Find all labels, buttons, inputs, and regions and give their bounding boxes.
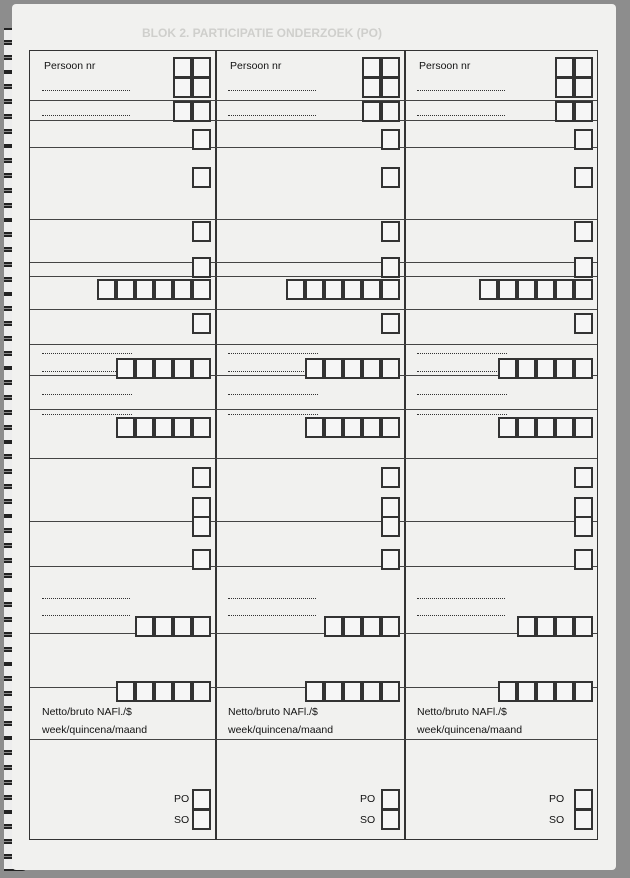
- code-box[interactable]: [574, 101, 593, 122]
- column-po-label: PO: [174, 793, 190, 805]
- code-box[interactable]: [381, 101, 400, 122]
- fill-in-line[interactable]: [228, 590, 316, 599]
- column-period-label: week/quincena/maand: [228, 724, 334, 736]
- answer-box[interactable]: [192, 257, 211, 278]
- amount-box[interactable]: [116, 681, 135, 702]
- row-divider: [30, 120, 597, 121]
- code-box[interactable]: [343, 616, 362, 637]
- code-box[interactable]: [173, 417, 192, 438]
- code-box[interactable]: [154, 616, 173, 637]
- amount-box[interactable]: [154, 279, 173, 300]
- so-checkbox[interactable]: [381, 809, 400, 830]
- fill-in-line[interactable]: [228, 345, 318, 354]
- amount-box[interactable]: [381, 279, 400, 300]
- fill-in-line[interactable]: [228, 107, 316, 116]
- column-amount-label: Netto/bruto NAFl./$: [417, 706, 507, 718]
- answer-box[interactable]: [574, 221, 593, 242]
- code-box[interactable]: [381, 358, 400, 379]
- row-divider: [30, 309, 597, 310]
- amount-box[interactable]: [305, 681, 324, 702]
- column-divider: [215, 51, 217, 839]
- row-divider: [30, 219, 597, 220]
- code-box[interactable]: [154, 417, 173, 438]
- amount-box[interactable]: [574, 279, 593, 300]
- amount-box[interactable]: [173, 279, 192, 300]
- code-box[interactable]: [173, 358, 192, 379]
- answer-box[interactable]: [192, 129, 211, 150]
- fill-in-line[interactable]: [417, 406, 507, 415]
- code-box[interactable]: [173, 101, 192, 122]
- answer-box[interactable]: [381, 313, 400, 334]
- amount-box[interactable]: [173, 681, 192, 702]
- column-period-label: week/quincena/maand: [417, 724, 523, 736]
- column-so-label: SO: [360, 814, 376, 826]
- code-box[interactable]: [116, 358, 135, 379]
- column-po-label: PO: [549, 793, 565, 805]
- column-person-label: Persoon nr: [230, 60, 282, 72]
- amount-box[interactable]: [343, 279, 362, 300]
- code-box[interactable]: [381, 417, 400, 438]
- fill-in-line[interactable]: [417, 82, 505, 91]
- code-box[interactable]: [362, 101, 381, 122]
- person-number-box[interactable]: [192, 57, 211, 78]
- ghost-header: BLOK 2. PARTICIPATIE ONDERZOEK (PO): [142, 26, 383, 40]
- code-box[interactable]: [173, 77, 192, 98]
- person-number-box[interactable]: [381, 57, 400, 78]
- code-box[interactable]: [192, 616, 211, 637]
- code-box[interactable]: [135, 358, 154, 379]
- row-divider: [30, 100, 597, 101]
- code-box[interactable]: [381, 616, 400, 637]
- code-box[interactable]: [362, 417, 381, 438]
- amount-box[interactable]: [555, 279, 574, 300]
- code-box[interactable]: [362, 616, 381, 637]
- code-box[interactable]: [555, 358, 574, 379]
- fill-in-line[interactable]: [417, 107, 505, 116]
- answer-box[interactable]: [574, 167, 593, 188]
- amount-box[interactable]: [517, 681, 536, 702]
- code-box[interactable]: [498, 417, 517, 438]
- code-box[interactable]: [517, 616, 536, 637]
- column-amount-label: Netto/bruto NAFl./$: [42, 706, 132, 718]
- column-po-label: PO: [360, 793, 376, 805]
- code-box[interactable]: [555, 417, 574, 438]
- code-box[interactable]: [116, 417, 135, 438]
- row-divider: [30, 458, 597, 459]
- code-box[interactable]: [324, 417, 343, 438]
- fill-in-line[interactable]: [228, 386, 318, 395]
- answer-box[interactable]: [381, 549, 400, 570]
- code-box[interactable]: [192, 77, 211, 98]
- fill-in-line[interactable]: [417, 590, 505, 599]
- amount-box[interactable]: [154, 681, 173, 702]
- column-so-label: SO: [549, 814, 565, 826]
- code-box[interactable]: [305, 417, 324, 438]
- answer-box[interactable]: [381, 467, 400, 488]
- fill-in-line[interactable]: [42, 82, 130, 91]
- code-box[interactable]: [192, 101, 211, 122]
- amount-box[interactable]: [381, 681, 400, 702]
- code-box[interactable]: [362, 358, 381, 379]
- po-checkbox[interactable]: [192, 789, 211, 810]
- amount-box[interactable]: [362, 681, 381, 702]
- answer-box[interactable]: [381, 516, 400, 537]
- code-box[interactable]: [324, 358, 343, 379]
- row-divider: [30, 262, 597, 263]
- answer-box[interactable]: [192, 221, 211, 242]
- amount-box[interactable]: [555, 681, 574, 702]
- code-box[interactable]: [173, 616, 192, 637]
- amount-box[interactable]: [536, 681, 555, 702]
- answer-box[interactable]: [192, 497, 211, 518]
- code-box[interactable]: [192, 358, 211, 379]
- amount-box[interactable]: [324, 681, 343, 702]
- column-person-label: Persoon nr: [44, 60, 96, 72]
- answer-box[interactable]: [192, 549, 211, 570]
- amount-box[interactable]: [305, 279, 324, 300]
- code-box[interactable]: [135, 616, 154, 637]
- answer-box[interactable]: [574, 257, 593, 278]
- code-box[interactable]: [555, 616, 574, 637]
- answer-grid: [29, 50, 598, 840]
- code-box[interactable]: [135, 417, 154, 438]
- column-divider: [404, 51, 406, 839]
- code-box[interactable]: [305, 358, 324, 379]
- fill-in-line[interactable]: [417, 345, 507, 354]
- person-number-box[interactable]: [173, 57, 192, 78]
- fill-in-line[interactable]: [228, 406, 318, 415]
- answer-box[interactable]: [574, 129, 593, 150]
- row-divider: [30, 147, 597, 148]
- code-box[interactable]: [574, 77, 593, 98]
- answer-box[interactable]: [381, 167, 400, 188]
- row-divider: [30, 566, 597, 567]
- answer-box[interactable]: [192, 516, 211, 537]
- code-box[interactable]: [517, 417, 536, 438]
- amount-box[interactable]: [517, 279, 536, 300]
- fill-in-line[interactable]: [42, 345, 132, 354]
- po-checkbox[interactable]: [381, 789, 400, 810]
- amount-box[interactable]: [536, 279, 555, 300]
- code-box[interactable]: [536, 358, 555, 379]
- code-box[interactable]: [574, 417, 593, 438]
- code-box[interactable]: [343, 358, 362, 379]
- amount-box[interactable]: [97, 279, 116, 300]
- amount-box[interactable]: [343, 681, 362, 702]
- answer-box[interactable]: [574, 313, 593, 334]
- fill-in-line[interactable]: [42, 107, 130, 116]
- answer-box[interactable]: [192, 467, 211, 488]
- answer-box[interactable]: [574, 497, 593, 518]
- amount-box[interactable]: [286, 279, 305, 300]
- amount-box[interactable]: [498, 681, 517, 702]
- answer-box[interactable]: [192, 167, 211, 188]
- code-box[interactable]: [536, 417, 555, 438]
- code-box[interactable]: [381, 77, 400, 98]
- person-number-box[interactable]: [555, 57, 574, 78]
- fill-in-line[interactable]: [228, 82, 316, 91]
- column-amount-label: Netto/bruto NAFl./$: [228, 706, 318, 718]
- fill-in-line[interactable]: [417, 386, 507, 395]
- amount-box[interactable]: [574, 681, 593, 702]
- code-box[interactable]: [536, 616, 555, 637]
- fill-in-line[interactable]: [42, 607, 130, 616]
- column-period-label: week/quincena/maand: [42, 724, 148, 736]
- amount-box[interactable]: [135, 279, 154, 300]
- answer-box[interactable]: [381, 497, 400, 518]
- amount-box[interactable]: [324, 279, 343, 300]
- column-so-label: SO: [174, 814, 190, 826]
- fill-in-line[interactable]: [417, 607, 505, 616]
- amount-box[interactable]: [192, 681, 211, 702]
- answer-box[interactable]: [192, 313, 211, 334]
- fill-in-line[interactable]: [228, 607, 316, 616]
- row-divider: [30, 739, 597, 740]
- fill-in-line[interactable]: [417, 363, 507, 372]
- code-box[interactable]: [343, 417, 362, 438]
- answer-box[interactable]: [381, 129, 400, 150]
- row-divider: [30, 276, 597, 277]
- person-number-box[interactable]: [362, 57, 381, 78]
- answer-box[interactable]: [574, 549, 593, 570]
- code-box[interactable]: [362, 77, 381, 98]
- answer-box[interactable]: [574, 467, 593, 488]
- code-box[interactable]: [574, 616, 593, 637]
- code-box[interactable]: [154, 358, 173, 379]
- amount-box[interactable]: [362, 279, 381, 300]
- amount-box[interactable]: [498, 279, 517, 300]
- answer-box[interactable]: [574, 516, 593, 537]
- code-box[interactable]: [324, 616, 343, 637]
- fill-in-line[interactable]: [42, 590, 130, 599]
- code-box[interactable]: [555, 77, 574, 98]
- fill-in-line[interactable]: [42, 406, 132, 415]
- person-number-box[interactable]: [574, 57, 593, 78]
- code-box[interactable]: [192, 417, 211, 438]
- po-checkbox[interactable]: [574, 789, 593, 810]
- amount-box[interactable]: [116, 279, 135, 300]
- row-divider: [30, 521, 597, 522]
- code-box[interactable]: [517, 358, 536, 379]
- amount-box[interactable]: [135, 681, 154, 702]
- row-divider: [30, 633, 597, 634]
- fill-in-line[interactable]: [42, 386, 132, 395]
- amount-box[interactable]: [479, 279, 498, 300]
- so-checkbox[interactable]: [574, 809, 593, 830]
- amount-box[interactable]: [192, 279, 211, 300]
- code-box[interactable]: [574, 358, 593, 379]
- so-checkbox[interactable]: [192, 809, 211, 830]
- column-person-label: Persoon nr: [419, 60, 471, 72]
- answer-box[interactable]: [381, 257, 400, 278]
- code-box[interactable]: [555, 101, 574, 122]
- code-box[interactable]: [498, 358, 517, 379]
- answer-box[interactable]: [381, 221, 400, 242]
